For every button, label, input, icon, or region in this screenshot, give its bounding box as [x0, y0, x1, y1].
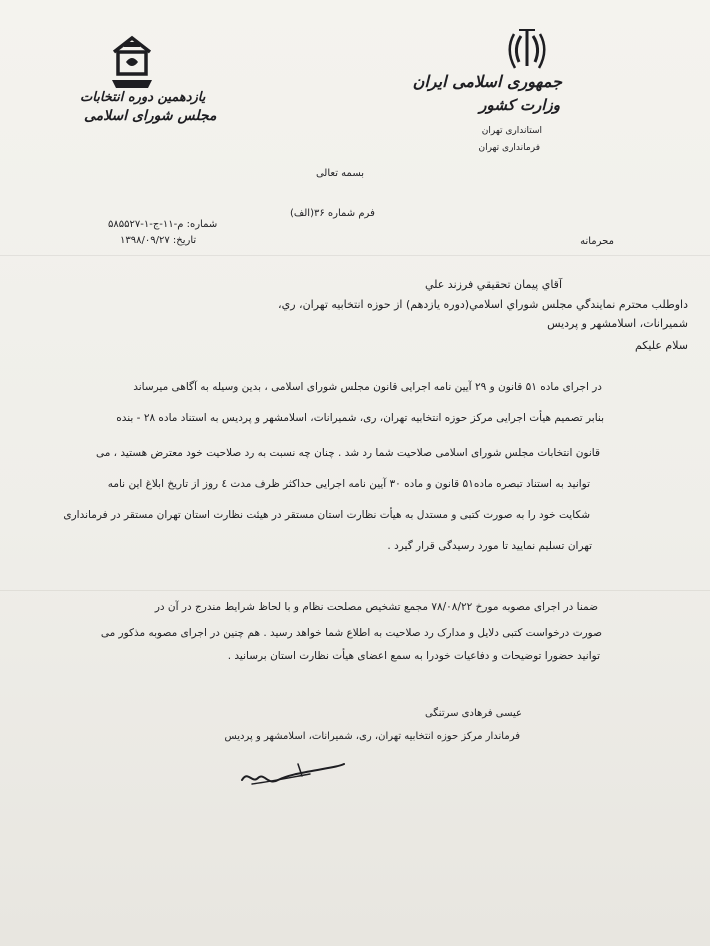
reference-date: تاریخ: ۱۳۹۸/۰۹/۲۷: [120, 235, 197, 246]
signatory-name: عیسی فرهادی سرتنگی: [424, 708, 522, 719]
paper-crease: [0, 590, 710, 591]
header-right-line1: جمهوری اسلامی ایران: [412, 72, 562, 91]
iran-emblem-icon: [505, 26, 549, 74]
paper-crease: [0, 255, 710, 256]
handwritten-signature: [238, 758, 348, 790]
body-paragraph2-line2: صورت درخواست کتبی دلایل و مدارک رد صلاحیت به اطلاع شما خواهد رسید . هم چنین در اجرای مصوبه مذکور می: [100, 627, 602, 639]
header-right-line4: فرمانداری تهران: [478, 143, 540, 153]
addressee-line3: شميرانات، اسلامشهر و پرديس: [547, 317, 688, 330]
header-right-line3: استانداری تهران: [481, 126, 542, 136]
header-left-line2: مجلس شورای اسلامی: [84, 108, 217, 124]
form-number: فرم شماره ۳۶(الف): [290, 208, 375, 219]
reference-number: شماره: م-۱۱-ج-۱-۵۸۵۵۲۷: [108, 219, 218, 230]
body-paragraph1-line5: شکایت خود را به صورت کتبی و مستدل به هیأت نظارت استان مستقر در هیئت نظارت استان تهران مستقر در فرمانداری: [63, 509, 590, 521]
confidential-mark: محرمانه: [580, 236, 614, 247]
election-emblem-icon: [108, 30, 156, 90]
body-paragraph2-line3: توانید حضورا توضیحات و دفاعیات خودرا به سمع اعضای هیأت نظارت استان برسانید .: [227, 650, 600, 662]
addressee-line2: داوطلب محترم نمايندگي مجلس شوراي اسلامي(دوره يازدهم) از حوزه انتخابيه تهران، ري،: [278, 298, 688, 311]
body-paragraph1-line2: بنابر تصمیم هیأت اجرایی مرکز حوزه انتخابیه تهران، ری، شمیرانات، اسلامشهر و پردیس به استناد ماده ۲۸ - بنده: [116, 412, 604, 424]
addressee-line1: آقاي پيمان تحقيقي فرزند علي: [424, 278, 562, 291]
body-paragraph2-line1: ضمنا در اجرای مصوبه مورخ ۷۸/۰۸/۲۲ مجمع تشخیص مصلحت نظام و با لحاظ شرایط مندرج در آن در: [154, 601, 598, 613]
bismillah: بسمه تعالی: [315, 168, 365, 179]
header-left-line1: یازدهمین دوره انتخابات: [80, 90, 206, 105]
body-paragraph1-line3: قانون انتخابات مجلس شورای اسلامی صلاحیت شما رد شد . چنان چه نسبت به رد صلاحیت خود معترض هستید ، می: [95, 447, 600, 459]
signatory-title: فرماندار مرکز حوزه انتخابیه تهران، ری، شمیرانات، اسلامشهر و پردیس: [224, 731, 520, 742]
body-paragraph1-line6: تهران تسلیم نمایید تا مورد رسیدگی قرار گیرد .: [387, 540, 592, 552]
greeting: سلام عليكم: [634, 339, 688, 352]
body-paragraph1-line4: توانید به استناد تبصره ماده۵۱ قانون و ماده ۳۰ آیین نامه اجرایی حداکثر ظرف مدت ٤ روز از تاریخ ابلاغ این نامه: [107, 478, 590, 490]
body-paragraph1-line1: در اجرای ماده ۵۱ قانون و ۲۹ آیین نامه اجرایی قانون مجلس شورای اسلامی ، بدین وسیله به آگاهی میرساند: [133, 381, 602, 393]
header-right-line2: وزارت کشور: [479, 96, 560, 114]
